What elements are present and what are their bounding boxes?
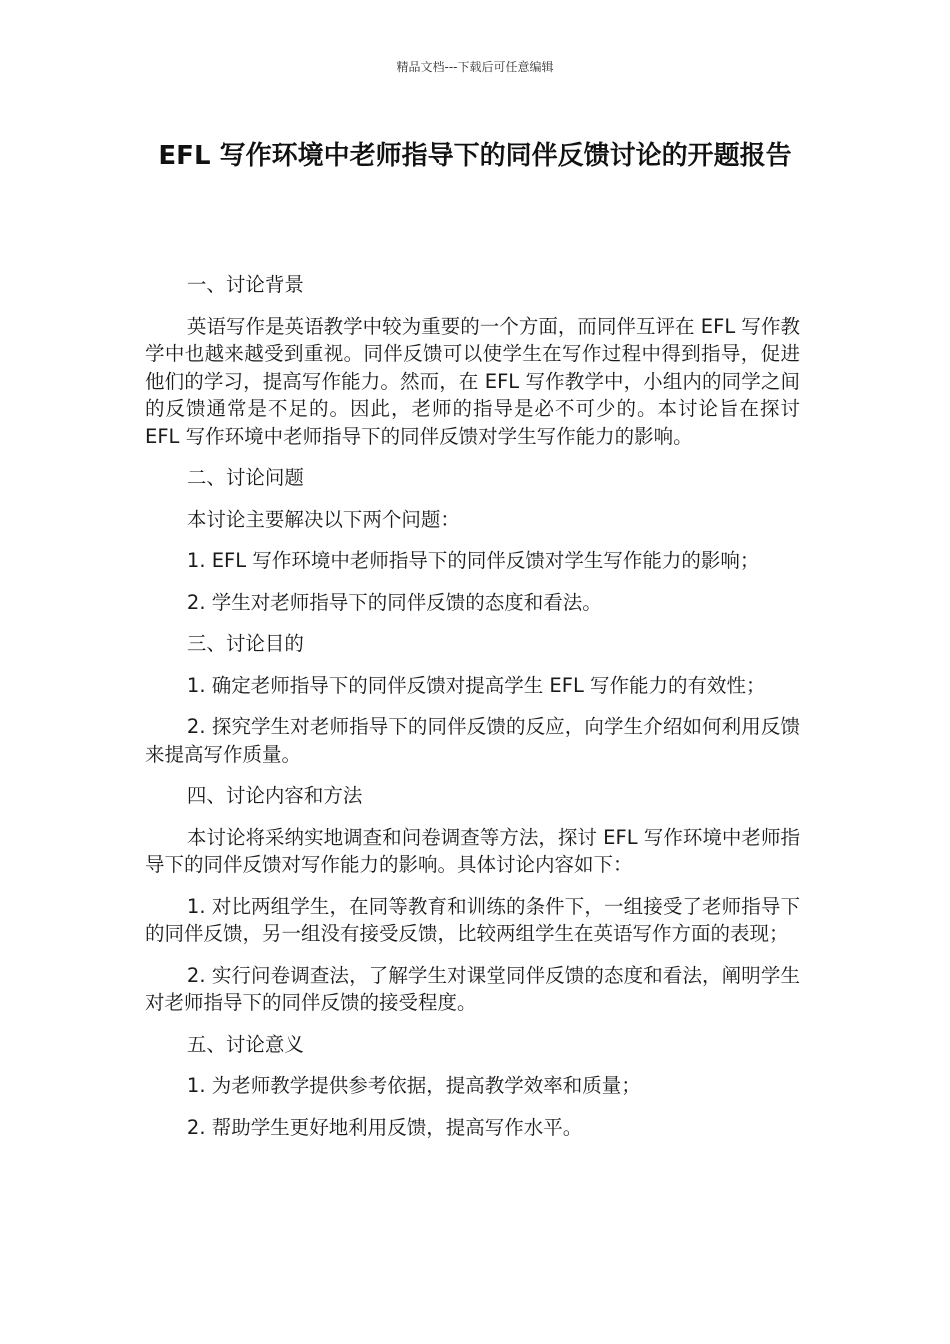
background-paragraph: 英语写作是英语教学中较为重要的一个方面，而同伴互评在 EFL 写作教学中也越来越受到重视。同伴反馈可以使学生在写作过程中得到指导，促进他们的学习，提高写作能力。然而，在 EFL 写作教学中，小组内的同学之间的反馈通常是不足的。因此，老师的指导是必不可少的。本讨论旨在探讨 EFL 写作环境中老师指导下的同伴反馈对学生写作能力的影响。 xyxy=(145,314,800,448)
section-heading-purpose: 三、讨论目的 xyxy=(186,632,304,655)
purpose-item-1: 1. 确定老师指导下的同伴反馈对提高学生 EFL 写作能力的有效性； xyxy=(186,673,766,697)
section-heading-methods: 四、讨论内容和方法 xyxy=(186,784,363,807)
methods-item-2: 2. 实行问卷调查法，了解学生对课堂同伴反馈的态度和看法，阐明学生对老师指导下的同伴反馈的接受程度。 xyxy=(145,963,800,1014)
questions-item-2: 2. 学生对老师指导下的同伴反馈的态度和看法。 xyxy=(186,590,602,614)
section-heading-questions: 二、讨论问题 xyxy=(186,466,304,489)
header-note: 精品文档---下载后可任意编辑 xyxy=(396,60,554,74)
document-body xyxy=(145,271,800,1155)
document-title: EFL 写作环境中老师指导下的同伴反馈讨论的开题报告 xyxy=(158,141,792,171)
significance-item-1: 1. 为老师教学提供参考依据，提高教学效率和质量； xyxy=(186,1074,641,1097)
questions-intro: 本讨论主要解决以下两个问题： xyxy=(186,507,460,531)
questions-item-1: 1. EFL 写作环境中老师指导下的同伴反馈对学生写作能力的影响； xyxy=(186,549,760,572)
purpose-item-2: 2. 探究学生对老师指导下的同伴反馈的反应，向学生介绍如何利用反馈来提高写作质量。 xyxy=(145,715,800,766)
section-heading-background: 一、讨论背景 xyxy=(186,273,304,296)
significance-item-2: 2. 帮助学生更好地利用反馈，提高写作水平。 xyxy=(186,1115,583,1139)
methods-item-1: 1. 对比两组学生，在同等教育和训练的条件下，一组接受了老师指导下的同伴反馈，另一组没有接受反馈，比较两组学生在英语写作方面的表现； xyxy=(145,894,800,945)
methods-intro: 本讨论将采纳实地调查和问卷调查等方法，探讨 EFL 写作环境中老师指导下的同伴反馈对写作能力的影响。具体讨论内容如下： xyxy=(145,825,800,876)
section-heading-significance: 五、讨论意义 xyxy=(186,1032,304,1056)
